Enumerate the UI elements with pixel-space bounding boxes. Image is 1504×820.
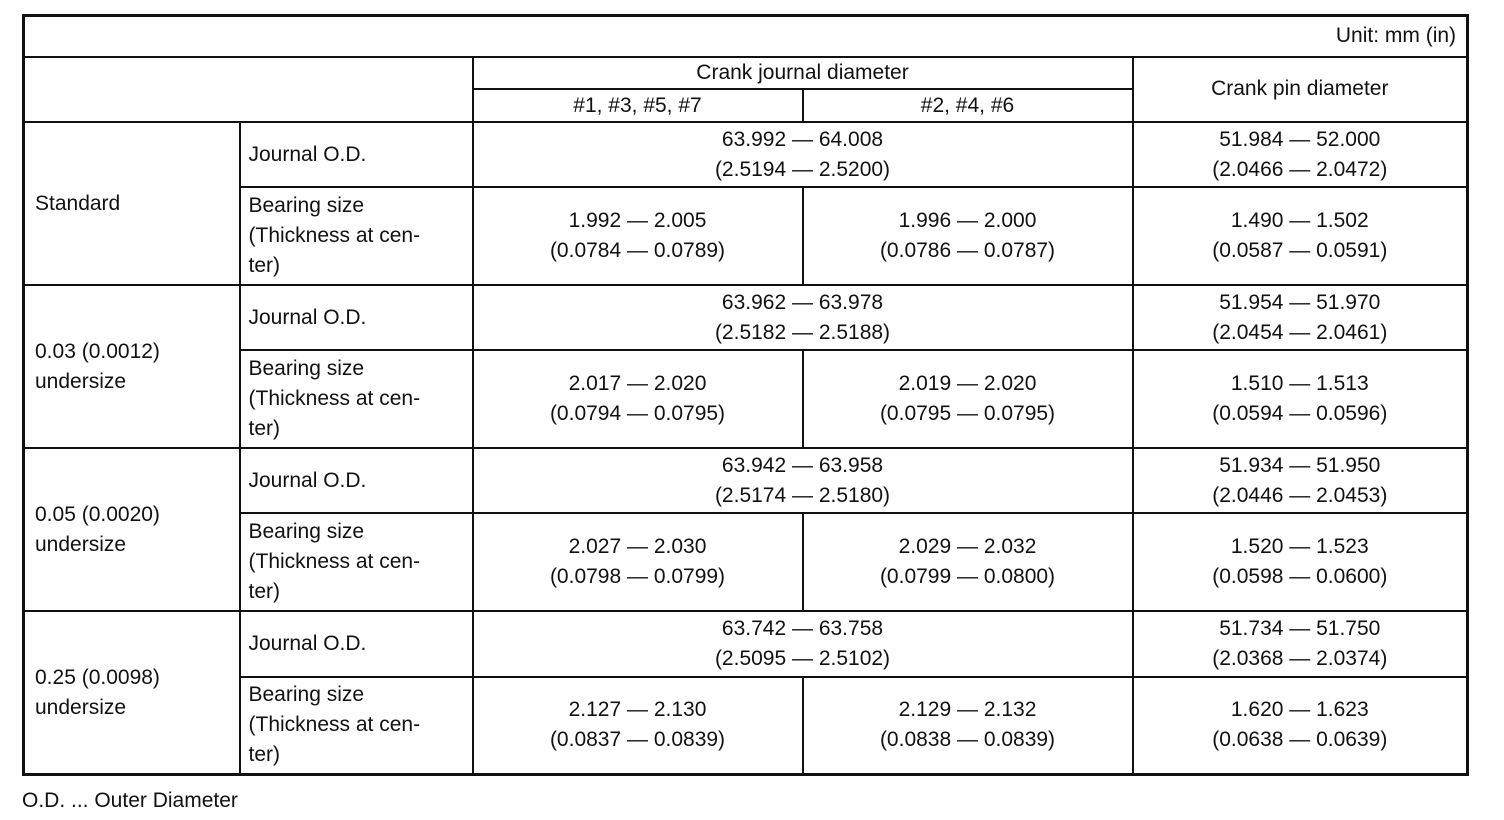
table-row xyxy=(24,187,1468,285)
journal-od-value-line: 63.962 — 63.978 xyxy=(721,290,884,314)
bearing-odd-value xyxy=(473,677,803,775)
pin-od-value-line: 51.954 — 51.970 xyxy=(1219,290,1381,314)
journal-od-value xyxy=(473,122,1133,187)
bearing-even-value-line: 2.129 — 2.132 xyxy=(898,698,1037,722)
pin-od-value xyxy=(1133,285,1468,350)
table-row xyxy=(24,677,1468,775)
group-name-line: 0.05 (0.0020) xyxy=(35,502,160,526)
bearing-odd-value-line: 2.017 — 2.020 xyxy=(568,372,707,396)
group-name xyxy=(24,448,240,611)
pin-od-value-line: (2.0446 — 2.0453) xyxy=(1212,483,1388,507)
header-journal-odd: #1, #3, #5, #7 xyxy=(473,89,803,122)
bearing-size-label-line: Bearing size xyxy=(248,194,365,218)
bearing-size-label-line: ter) xyxy=(248,580,280,604)
journal-od-label xyxy=(240,122,473,187)
bearing-pin-value-line: (0.0594 — 0.0596) xyxy=(1212,402,1388,426)
journal-od-label xyxy=(240,611,473,676)
bearing-size-label-line: Bearing size xyxy=(248,683,365,707)
bearing-odd-value-line: (0.0837 — 0.0839) xyxy=(549,728,726,752)
bearing-odd-value-line: 2.127 — 2.130 xyxy=(568,698,707,722)
group-name xyxy=(24,122,240,285)
bearing-size-label-line: ter) xyxy=(248,417,280,441)
journal-od-label xyxy=(240,285,473,350)
bearing-odd-value xyxy=(473,350,803,448)
bearing-pin-value-line: 1.490 — 1.502 xyxy=(1230,209,1369,233)
pin-od-value-line: (2.0368 — 2.0374) xyxy=(1212,646,1388,670)
bearing-even-value-line: (0.0795 — 0.0795) xyxy=(879,402,1056,426)
journal-od-label-line: Journal O.D. xyxy=(248,631,367,655)
bearing-odd-value-line: (0.0798 — 0.0799) xyxy=(549,565,726,589)
bearing-pin-value xyxy=(1133,677,1468,775)
table-row xyxy=(24,513,1468,611)
group-name-line: Standard xyxy=(35,191,121,215)
bearing-pin-value xyxy=(1133,187,1468,285)
journal-od-label-line: Journal O.D. xyxy=(248,305,367,329)
bearing-size-label-line: ter) xyxy=(248,743,280,767)
bearing-pin-value-line: 1.520 — 1.523 xyxy=(1230,535,1369,559)
table-row xyxy=(24,350,1468,448)
table-row xyxy=(24,122,1468,187)
bearing-size-label-line: (Thickness at cen- xyxy=(248,387,421,411)
header-crank-journal: Crank journal diameter xyxy=(473,57,1133,90)
header-blank-cell xyxy=(24,57,473,122)
pin-od-value xyxy=(1133,122,1468,187)
journal-od-label-line: Journal O.D. xyxy=(248,142,367,166)
bearing-pin-value xyxy=(1133,350,1468,448)
bearing-size-label-line: Bearing size xyxy=(248,357,365,381)
pin-od-value-line: (2.0454 — 2.0461) xyxy=(1212,320,1388,344)
bearing-pin-value-line: (0.0638 — 0.0639) xyxy=(1212,728,1388,752)
bearing-odd-value-line: (0.0784 — 0.0789) xyxy=(549,239,726,263)
bearing-even-value-line: (0.0838 — 0.0839) xyxy=(879,728,1056,752)
group-name-line: undersize xyxy=(35,695,127,719)
bearing-odd-value-line: 1.992 — 2.005 xyxy=(568,209,707,233)
group-name xyxy=(24,611,240,774)
bearing-even-value xyxy=(803,677,1133,775)
bearing-size-label xyxy=(240,350,473,448)
journal-od-value-line: (2.5095 — 2.5102) xyxy=(714,646,891,670)
bearing-even-value-line: (0.0786 — 0.0787) xyxy=(879,239,1056,263)
table-row xyxy=(24,611,1468,676)
journal-od-value-line: (2.5174 — 2.5180) xyxy=(714,483,891,507)
journal-od-label-line: Journal O.D. xyxy=(248,468,367,492)
group-name xyxy=(24,285,240,448)
header-crank-pin: Crank pin diameter xyxy=(1133,57,1468,122)
bearing-odd-value-line: 2.027 — 2.030 xyxy=(568,535,707,559)
group-name-line: 0.03 (0.0012) xyxy=(35,339,160,363)
pin-od-value-line: (2.0466 — 2.0472) xyxy=(1212,157,1388,181)
bearing-odd-value-line: (0.0794 — 0.0795) xyxy=(549,402,726,426)
bearing-even-value xyxy=(803,513,1133,611)
bearing-even-value xyxy=(803,350,1133,448)
group-name-line: undersize xyxy=(35,532,127,556)
bearing-size-label-line: Bearing size xyxy=(248,520,365,544)
bearing-even-value-line: 1.996 — 2.000 xyxy=(898,209,1037,233)
bearing-size-label xyxy=(240,513,473,611)
pin-od-value-line: 51.934 — 51.950 xyxy=(1219,453,1381,477)
bearing-size-label-line: (Thickness at cen- xyxy=(248,713,421,737)
bearing-even-value-line: 2.029 — 2.032 xyxy=(898,535,1037,559)
journal-od-value xyxy=(473,448,1133,513)
crank-spec-table xyxy=(22,14,1469,776)
header-journal-even: #2, #4, #6 xyxy=(803,89,1133,122)
bearing-pin-value xyxy=(1133,513,1468,611)
pin-od-value xyxy=(1133,611,1468,676)
bearing-pin-value-line: 1.510 — 1.513 xyxy=(1230,372,1369,396)
pin-od-value-line: 51.734 — 51.750 xyxy=(1219,616,1381,640)
bearing-size-label-line: (Thickness at cen- xyxy=(248,224,421,248)
bearing-pin-value-line: (0.0587 — 0.0591) xyxy=(1212,239,1388,263)
journal-od-value xyxy=(473,611,1133,676)
bearing-even-value-line: (0.0799 — 0.0800) xyxy=(879,565,1056,589)
group-name-line: undersize xyxy=(35,369,127,393)
group-name-line: 0.25 (0.0098) xyxy=(35,665,160,689)
bearing-size-label xyxy=(240,677,473,775)
journal-od-value-line: (2.5182 — 2.5188) xyxy=(714,320,891,344)
journal-od-value-line: 63.992 — 64.008 xyxy=(721,127,884,151)
journal-od-value-line: (2.5194 — 2.5200) xyxy=(714,157,891,181)
pin-od-value-line: 51.984 — 52.000 xyxy=(1219,127,1381,151)
bearing-size-label-line: ter) xyxy=(248,254,280,278)
pin-od-value xyxy=(1133,448,1468,513)
bearing-size-label xyxy=(240,187,473,285)
bearing-odd-value xyxy=(473,513,803,611)
bearing-pin-value-line: 1.620 — 1.623 xyxy=(1230,698,1369,722)
bearing-even-value xyxy=(803,187,1133,285)
table-row xyxy=(24,448,1468,513)
journal-od-value-line: 63.942 — 63.958 xyxy=(721,453,884,477)
footnote: O.D. ... Outer Diameter xyxy=(22,789,238,812)
bearing-even-value-line: 2.019 — 2.020 xyxy=(898,372,1037,396)
bearing-size-label-line: (Thickness at cen- xyxy=(248,550,421,574)
journal-od-label xyxy=(240,448,473,513)
bearing-pin-value-line: (0.0598 — 0.0600) xyxy=(1212,565,1388,589)
unit-label: Unit: mm (in) xyxy=(24,16,1468,57)
bearing-odd-value xyxy=(473,187,803,285)
journal-od-value xyxy=(473,285,1133,350)
journal-od-value-line: 63.742 — 63.758 xyxy=(721,616,884,640)
table-row xyxy=(24,285,1468,350)
